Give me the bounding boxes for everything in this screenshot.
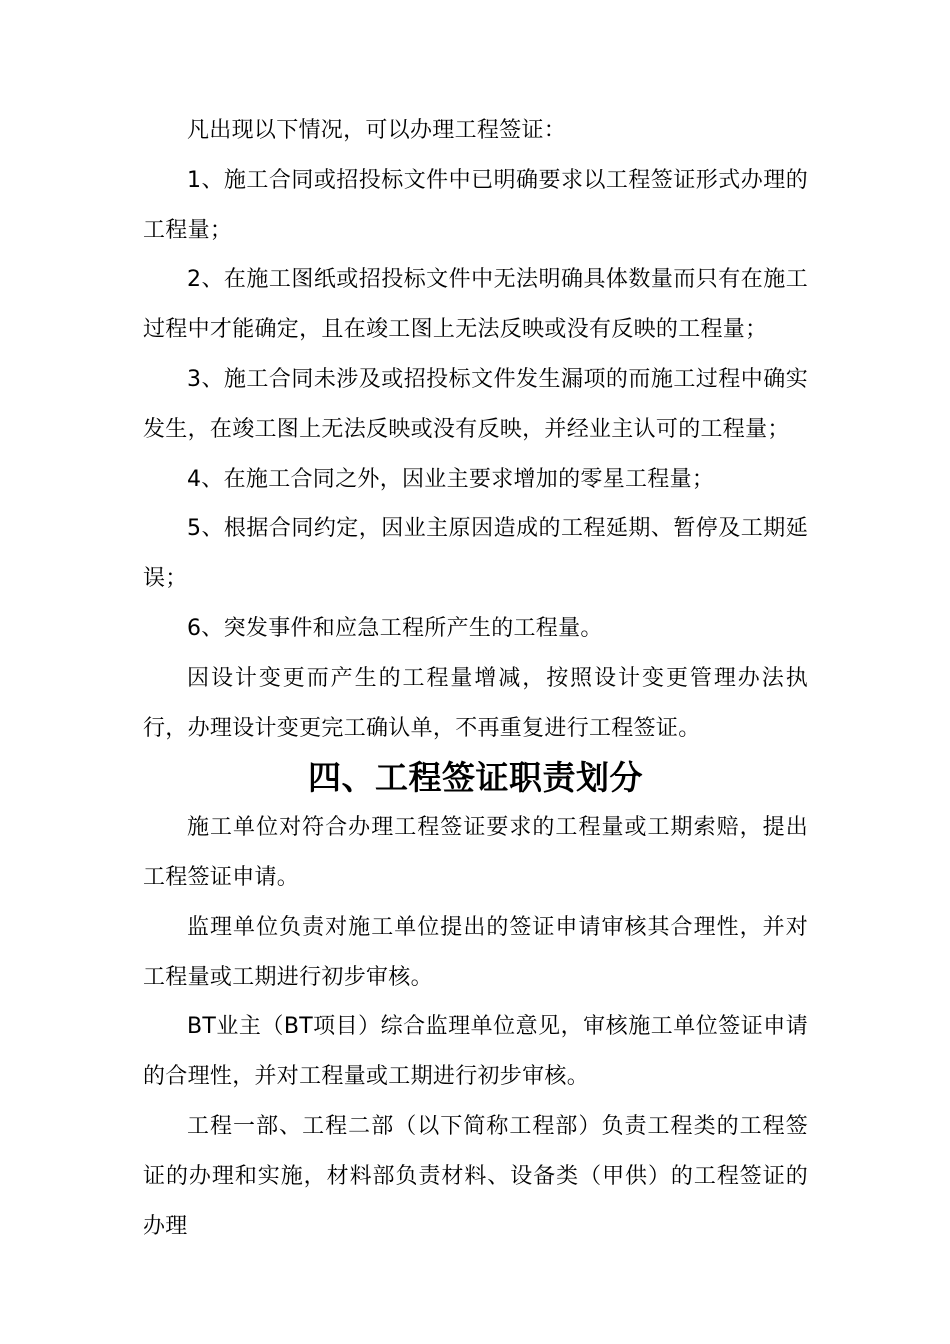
list-item-2: 2、在施工图纸或招投标文件中无法明确具体数量而只有在施工过程中才能确定，且在竣工图上无法反映或没有反映的工程量； <box>143 267 808 343</box>
paragraph-intro: 凡出现以下情况，可以办理工程签证： <box>187 118 567 143</box>
paragraph-design-change: 因设计变更而产生的工程量增减，按照设计变更管理办法执行，办理设计变更完工确认单，不再重复进行工程签证。 <box>143 665 808 741</box>
paragraph-supervision-unit: 监理单位负责对施工单位提出的签证申请审核其合理性，并对工程量或工期进行初步审核。 <box>143 914 808 990</box>
list-item-6: 6、突发事件和应急工程所产生的工程量。 <box>187 615 603 641</box>
list-item-4: 4、在施工合同之外，因业主要求增加的零星工程量； <box>187 466 715 492</box>
paragraph-bt-owner: BT业主（BT项目）综合监理单位意见，审核施工单位签证申请的合理性，并对工程量或工期进行初步审核。 <box>143 1014 808 1090</box>
list-item-5: 5、根据合同约定，因业主原因造成的工程延期、暂停及工期延误； <box>143 516 808 592</box>
list-item-3: 3、施工合同未涉及或招投标文件发生漏项的而施工过程中确实发生，在竣工图上无法反映或没有反映，并经业主认可的工程量； <box>143 366 808 442</box>
document-body <box>143 106 808 1251</box>
list-item-1: 1、施工合同或招投标文件中已明确要求以工程签证形式办理的工程量； <box>143 167 808 243</box>
paragraph-engineering-dept: 工程一部、工程二部（以下简称工程部）负责工程类的工程签证的办理和实施，材料部负责材料、设备类（甲供）的工程签证的办理 <box>143 1113 808 1239</box>
section-heading: 四、工程签证职责划分 <box>308 758 643 798</box>
paragraph-construction-unit: 施工单位对符合办理工程签证要求的工程量或工期索赔，提出工程签证申请。 <box>143 815 808 890</box>
